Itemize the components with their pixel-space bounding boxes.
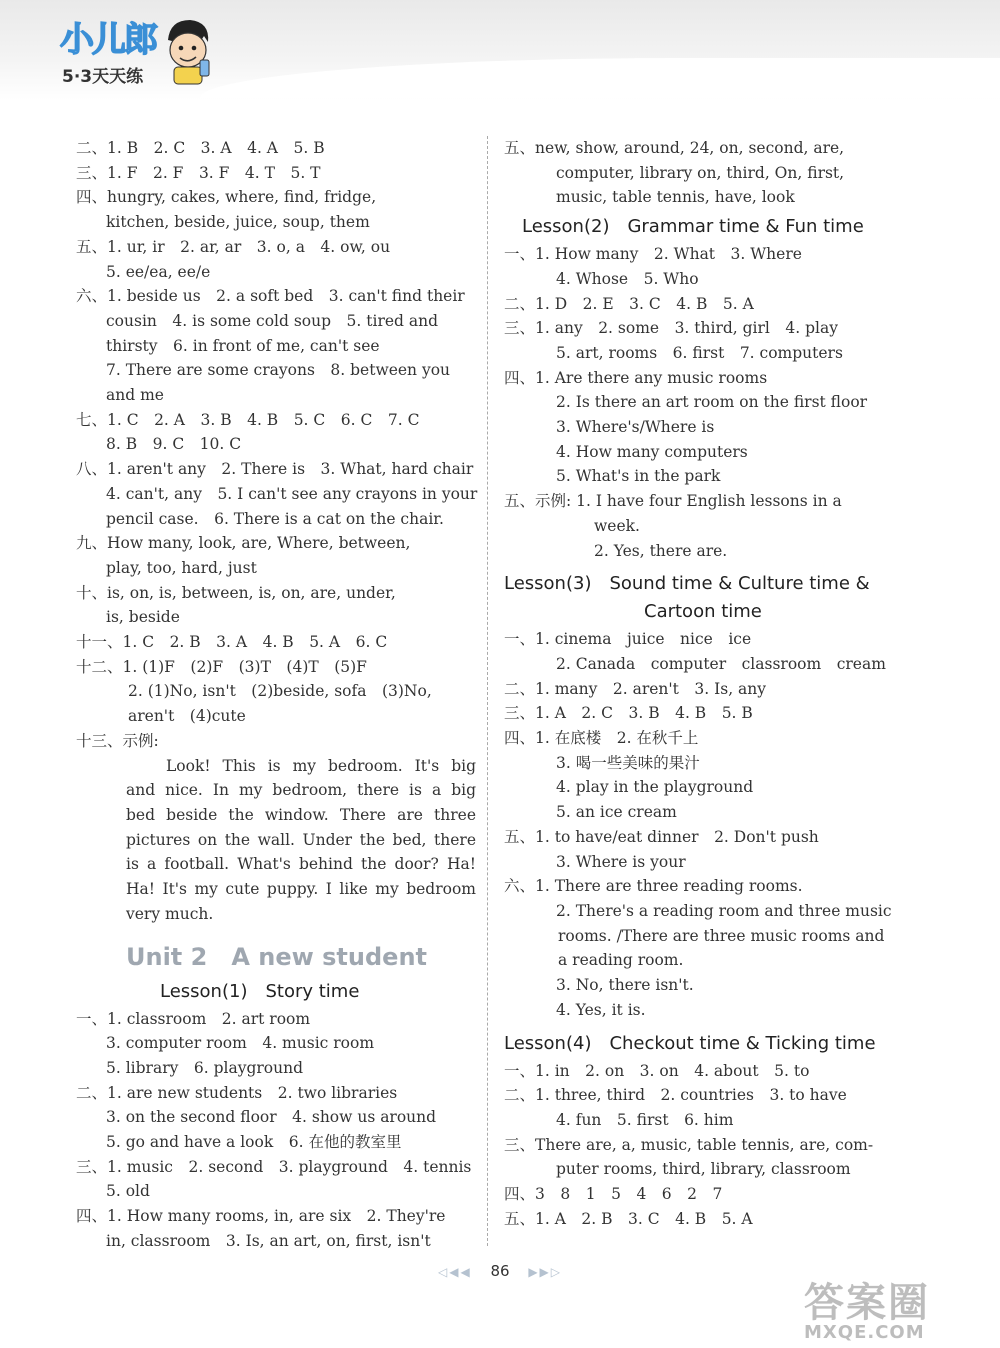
mascot-boy-icon <box>160 16 214 86</box>
answer-line: 3. Where's/Where is <box>556 418 715 437</box>
answer-line: 5. What's in the park <box>556 467 721 486</box>
answer-line: week. <box>594 516 640 535</box>
answer-line: 十一、1. C 2. B 3. A 4. B 5. A 6. C <box>76 633 388 652</box>
answer-line: 四、1. 在底楼 2. 在秋千上 <box>504 729 699 748</box>
answer-line: 十、is, on, is, between, is, on, are, under, <box>76 583 396 602</box>
answer-line: 三、There are, a, music, table tennis, are, com- <box>504 1135 874 1154</box>
answer-line: 一、1. cinema juice nice ice <box>504 630 752 649</box>
answer-line: 3. No, there isn't. <box>556 976 694 995</box>
answer-line: 三、1. F 2. F 3. F 4. T 5. T <box>76 163 321 182</box>
answer-line: 二、1. three, third 2. countries 3. to have <box>504 1086 847 1105</box>
answer-line: 2. Yes, there are. <box>594 541 728 560</box>
answer-line: 四、3 8 1 5 4 6 2 7 <box>504 1185 723 1204</box>
answer-line: cousin 4. is some cold soup 5. tired and <box>106 311 439 330</box>
essay-line: pictures on the wall. Under the bed, there <box>126 830 476 849</box>
page-number: 86 <box>490 1262 510 1280</box>
logo <box>48 10 218 90</box>
answer-line: 五、1. to have/eat dinner 2. Don't push <box>504 827 819 846</box>
answer-line: 七、1. C 2. A 3. B 4. B 5. C 6. C 7. C <box>76 410 420 429</box>
answer-line: 5. an ice cream <box>556 803 677 822</box>
answer-line: 六、1. There are three reading rooms. <box>504 877 803 896</box>
answer-line: 三、1. A 2. C 3. B 4. B 5. B <box>504 704 753 723</box>
unit-heading: Unit 2 A new student <box>126 942 428 971</box>
answer-line: 五、示例: 1. I have four English lessons in a <box>504 492 842 511</box>
essay-line: very much. <box>126 904 214 923</box>
answer-line: kitchen, beside, juice, soup, them <box>106 213 370 232</box>
answer-line: 4. can't, any 5. I can't see any crayons in your <box>106 484 478 503</box>
lesson-heading: Lesson(4) Checkout time & Ticking time <box>504 1032 876 1054</box>
logo-title: 小儿郎 <box>60 20 156 60</box>
answer-line: 5. go and have a look 6. 在他的教室里 <box>106 1133 402 1152</box>
answer-line: 4. Yes, it is. <box>556 1000 646 1019</box>
answer-line: thirsty 6. in front of me, can't see <box>106 336 380 355</box>
answer-line: pencil case. 6. There is a cat on the chair. <box>106 509 444 528</box>
lesson-heading: Lesson(3) Sound time & Culture time & <box>504 573 870 595</box>
answer-line: 八、1. aren't any 2. There is 3. What, hard chair <box>76 460 474 479</box>
answer-line: is, beside <box>106 608 180 627</box>
answer-line: 5. library 6. playground <box>106 1058 304 1077</box>
answer-line: 六、1. beside us 2. a soft bed 3. can't find their <box>76 287 465 306</box>
answer-line: 十二、1. (1)F (2)F (3)T (4)T (5)F <box>76 657 367 676</box>
left-column <box>76 136 476 1254</box>
answer-line: 一、1. classroom 2. art room <box>76 1009 311 1028</box>
answer-line: 四、1. How many rooms, in, are six 2. They're <box>76 1207 446 1226</box>
right-column <box>504 136 909 1231</box>
watermark-url: MXQE.COM <box>804 1322 925 1343</box>
answer-line: rooms. /There are three music rooms and <box>558 926 885 945</box>
logo-subtitle: 5·3天天练 <box>62 67 144 87</box>
answer-line: a reading room. <box>558 951 684 970</box>
essay-line: Ha! It's my cute puppy. I like my bedroom <box>126 880 476 899</box>
essay-line: and nice. In my bedroom, there is a big <box>126 781 476 800</box>
answer-line: puter rooms, third, library, classroom <box>556 1160 851 1179</box>
answer-line: 4. play in the playground <box>556 778 754 797</box>
answer-line: 7. There are some crayons 8. between you <box>106 361 451 380</box>
answer-line: 4. Whose 5. Who <box>556 269 699 288</box>
answer-line: 二、1. many 2. aren't 3. Is, any <box>504 679 767 698</box>
answer-line: 3. 喝一些美味的果汁 <box>556 753 700 772</box>
answer-line: 2. Canada computer classroom cream <box>556 654 886 673</box>
prev-arrows-icon: ◁◀◀ <box>437 1265 472 1279</box>
watermark-logo <box>804 1282 982 1342</box>
answer-line: aren't (4)cute <box>128 707 246 726</box>
answer-line: in, classroom 3. Is, an art, on, first, isn't <box>106 1231 431 1250</box>
answer-line: 4. fun 5. first 6. him <box>556 1110 734 1129</box>
answer-line: 二、1. B 2. C 3. A 4. A 5. B <box>76 139 325 157</box>
answer-line: computer, library on, third, On, first, <box>556 163 845 182</box>
answer-line: 十三、示例: <box>76 731 159 750</box>
answer-line: 九、How many, look, are, Where, between, <box>76 534 411 553</box>
answer-line: 2. There's a reading room and three music <box>556 901 892 920</box>
essay-line: bed beside the window. There are three <box>126 805 476 824</box>
answer-line: 3. Where is your <box>556 852 686 871</box>
answer-line: 5. art, rooms 6. first 7. computers <box>556 343 843 362</box>
essay-line: is a football. What's behind the door? Ha! <box>126 855 476 874</box>
lesson-heading: Lesson(2) Grammar time & Fun time <box>522 216 864 238</box>
answer-line: 2. Is there an art room on the first floor <box>556 393 868 412</box>
answer-line: 5. ee/ea, ee/e <box>106 262 211 281</box>
answer-line: 2. (1)No, isn't (2)beside, sofa (3)No, <box>128 682 432 701</box>
page-footer <box>0 1262 1000 1280</box>
answer-line: 5. old <box>106 1182 150 1201</box>
answer-line: 四、hungry, cakes, where, find, fridge, <box>76 188 377 207</box>
answer-line: 三、1. music 2. second 3. playground 4. tennis <box>76 1157 472 1176</box>
answer-line: 五、new, show, around, 24, on, second, are, <box>504 139 845 157</box>
essay-line: Look! This is my bedroom. It's big <box>166 756 476 775</box>
lesson-heading: Lesson(1) Story time <box>160 980 360 1002</box>
answer-line: 二、1. D 2. E 3. C 4. B 5. A <box>504 294 754 313</box>
answer-line: 一、1. How many 2. What 3. Where <box>504 245 802 264</box>
answer-line: 8. B 9. C 10. C <box>106 435 242 454</box>
answer-line: 一、1. in 2. on 3. on 4. about 5. to <box>504 1061 810 1080</box>
watermark-title: 答案圈 <box>804 1280 930 1326</box>
next-arrows-icon: ▶▶▷ <box>528 1265 563 1279</box>
answer-line: and me <box>106 386 164 405</box>
answer-line: 五、1. A 2. B 3. C 4. B 5. A <box>504 1209 753 1228</box>
answer-line: music, table tennis, have, look <box>556 188 795 207</box>
column-divider <box>487 136 488 1246</box>
answer-line: play, too, hard, just <box>106 558 257 577</box>
answer-line: 3. on the second floor 4. show us around <box>106 1108 437 1127</box>
answer-line: 二、1. are new students 2. two libraries <box>76 1083 398 1102</box>
answer-line: 3. computer room 4. music room <box>106 1034 375 1053</box>
answer-line: 五、1. ur, ir 2. ar, ar 3. o, a 4. ow, ou <box>76 237 391 256</box>
answer-line: 四、1. Are there any music rooms <box>504 368 768 387</box>
answer-line: 4. How many computers <box>556 442 748 461</box>
answer-line: 三、1. any 2. some 3. third, girl 4. play <box>504 319 838 338</box>
lesson-heading: Cartoon time <box>644 601 762 623</box>
